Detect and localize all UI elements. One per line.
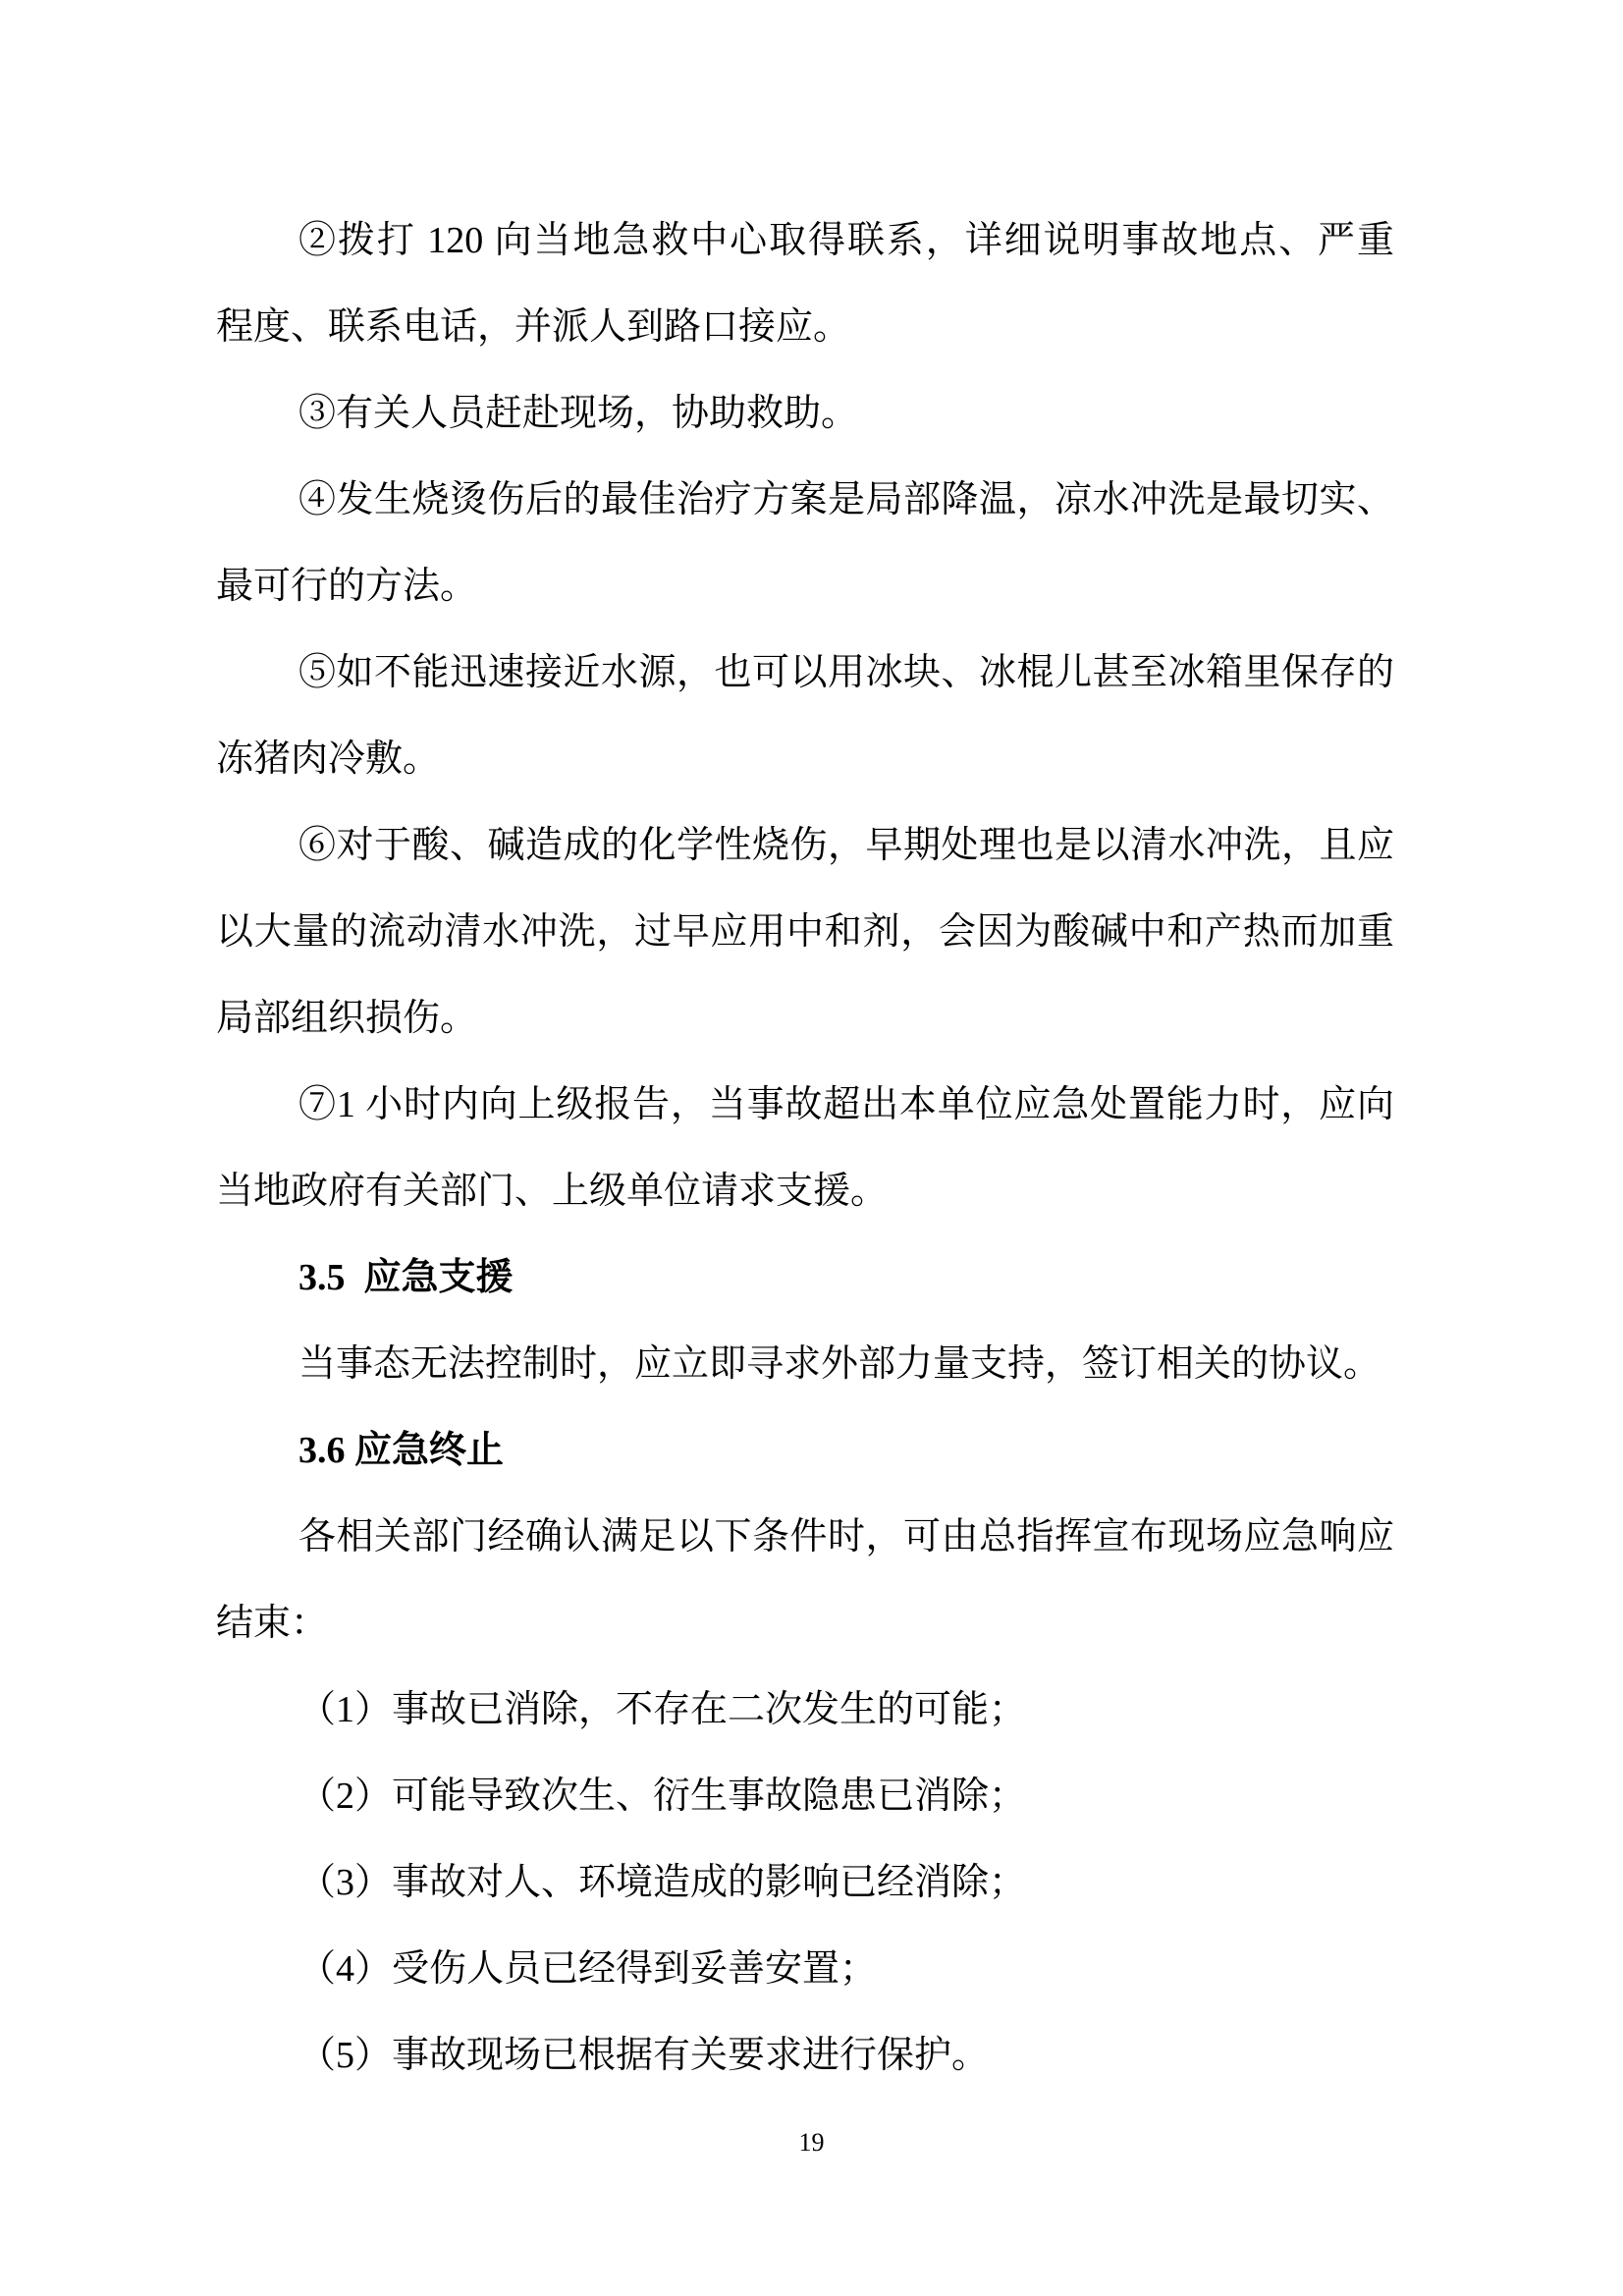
text-line: ⑤如不能迅速接近水源，也可以用冰块、冰棍儿甚至冰箱里保存的 xyxy=(298,652,1394,693)
text-line: ⑦1 小时内向上级报告，当事故超出本单位应急处置能力时，应向 xyxy=(298,1084,1394,1125)
text-line: 当事态无法控制时，应立即寻求外部力量支持，签订相关的协议。 xyxy=(298,1343,1381,1385)
text-line: （5）事故现场已根据有关要求进行保护。 xyxy=(298,2035,990,2076)
section-heading: 3.5 应急支援 xyxy=(298,1257,514,1298)
text-line: ②拨打 120 向当地急救中心取得联系，详细说明事故地点、严重 xyxy=(298,220,1394,261)
text-line: （3）事故对人、环境造成的影响已经消除； xyxy=(298,1862,1027,1903)
text-line: ③有关人员赶赴现场，协助救助。 xyxy=(298,393,859,434)
text-line: 结束： xyxy=(216,1603,329,1644)
text-line: 以大量的流动清水冲洗，过早应用中和剂，会因为酸碱中和产热而加重 xyxy=(216,911,1394,953)
text-line: 程度、联系电话，并派人到路口接应。 xyxy=(216,306,851,348)
text-line: ⑥对于酸、碱造成的化学性烧伤，早期处理也是以清水冲洗，且应 xyxy=(298,825,1394,866)
text-line: 冻猪肉冷敷。 xyxy=(216,738,441,780)
text-line: （1）事故已消除，不存在二次发生的可能； xyxy=(298,1689,1027,1730)
text-line: 当地政府有关部门、上级单位请求支援。 xyxy=(216,1171,889,1212)
text-line: （2）可能导致次生、衍生事故隐患已消除； xyxy=(298,1776,1027,1817)
text-line: 各相关部门经确认满足以下条件时，可由总指挥宣布现场应急响应 xyxy=(298,1516,1394,1558)
text-line: ④发生烧烫伤后的最佳治疗方案是局部降温，凉水冲洗是最切实、 xyxy=(298,479,1394,520)
section-heading: 3.6 应急终止 xyxy=(298,1430,505,1471)
document-content xyxy=(216,197,1394,2099)
text-line: 局部组织损伤。 xyxy=(216,998,478,1039)
text-line: 最可行的方法。 xyxy=(216,566,478,607)
text-line: （4）受伤人员已经得到妥善安置； xyxy=(298,1948,878,1990)
page-number: 19 xyxy=(798,2128,825,2157)
